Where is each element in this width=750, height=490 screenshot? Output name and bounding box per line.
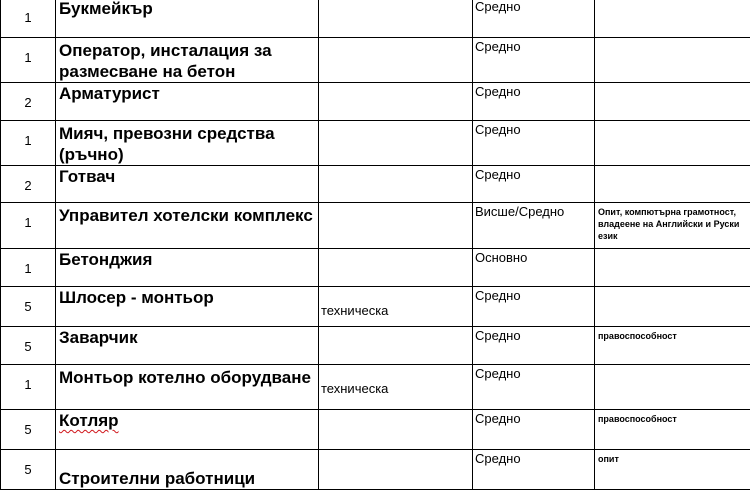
qualification-cell bbox=[319, 166, 473, 203]
table-row bbox=[1, 0, 750, 38]
qualification-cell bbox=[319, 83, 473, 121]
position-title: Оператор, инсталация за размесване на бетон bbox=[56, 38, 318, 82]
education-cell: Средно bbox=[473, 166, 595, 203]
notes-cell: правоспособност bbox=[595, 410, 750, 450]
position-title-cell bbox=[56, 83, 319, 121]
position-title-cell bbox=[56, 287, 319, 327]
position-title: Строителни работници bbox=[56, 468, 318, 489]
position-title-cell bbox=[56, 203, 319, 249]
position-title: Бетонджия bbox=[56, 249, 152, 271]
education-cell: Средно bbox=[473, 38, 595, 83]
table-row bbox=[1, 121, 750, 166]
education-cell: Висше/Средно bbox=[473, 203, 595, 249]
position-title-cell bbox=[56, 0, 319, 38]
count-cell: 2 bbox=[1, 83, 56, 121]
position-title-cell bbox=[56, 327, 319, 365]
qualification-cell bbox=[319, 0, 473, 38]
count-cell: 5 bbox=[1, 450, 56, 490]
count-cell: 2 bbox=[1, 166, 56, 203]
position-title: Котляр bbox=[56, 410, 119, 432]
position-title-cell bbox=[56, 410, 319, 450]
notes-cell: Опит, компютърна грамотност, владеене на Английски и Руски език bbox=[595, 203, 750, 249]
education-cell: Средно bbox=[473, 0, 595, 38]
table-row bbox=[1, 410, 750, 450]
position-title: Заварчик bbox=[56, 327, 138, 349]
table-row bbox=[1, 287, 750, 327]
position-title: Готвач bbox=[56, 166, 115, 188]
notes-cell bbox=[595, 166, 750, 203]
qualification-cell bbox=[319, 249, 473, 287]
position-title: Монтьор котелно оборудване bbox=[56, 365, 318, 388]
education-cell: Средно bbox=[473, 450, 595, 490]
count-cell: 1 bbox=[1, 0, 56, 38]
count-cell: 5 bbox=[1, 410, 56, 450]
table-row bbox=[1, 365, 750, 410]
notes-cell bbox=[595, 365, 750, 410]
position-title-cell bbox=[56, 166, 319, 203]
education-cell: Средно bbox=[473, 410, 595, 450]
qualification-cell bbox=[319, 38, 473, 83]
table-row bbox=[1, 203, 750, 249]
count-cell: 1 bbox=[1, 38, 56, 83]
qualification-cell bbox=[319, 410, 473, 450]
position-title: Арматурист bbox=[56, 83, 160, 105]
education-cell: Средно bbox=[473, 287, 595, 327]
qualification-cell: техническа bbox=[319, 287, 473, 327]
education-cell: Средно bbox=[473, 83, 595, 121]
position-title: Мияч, превозни средства (ръчно) bbox=[56, 121, 318, 165]
notes-cell bbox=[595, 38, 750, 83]
position-title-cell bbox=[56, 450, 319, 490]
position-title: Шлосер - монтьор bbox=[56, 287, 214, 309]
count-cell: 1 bbox=[1, 203, 56, 249]
count-cell: 5 bbox=[1, 327, 56, 365]
position-title: Управител хотелски комплекс bbox=[56, 203, 318, 226]
qualification-cell bbox=[319, 327, 473, 365]
education-cell: Средно bbox=[473, 121, 595, 166]
count-cell: 1 bbox=[1, 365, 56, 410]
count-cell: 1 bbox=[1, 121, 56, 166]
table-row bbox=[1, 83, 750, 121]
qualification-cell bbox=[319, 121, 473, 166]
table-row bbox=[1, 166, 750, 203]
education-cell: Основно bbox=[473, 249, 595, 287]
count-cell: 1 bbox=[1, 249, 56, 287]
education-cell: Средно bbox=[473, 327, 595, 365]
notes-cell bbox=[595, 83, 750, 121]
notes-cell bbox=[595, 287, 750, 327]
notes-cell bbox=[595, 121, 750, 166]
table-row bbox=[1, 327, 750, 365]
table-row bbox=[1, 38, 750, 83]
qualification-cell bbox=[319, 450, 473, 490]
table-row bbox=[1, 249, 750, 287]
notes-cell: правоспособност bbox=[595, 327, 750, 365]
position-title-cell bbox=[56, 38, 319, 83]
education-cell: Средно bbox=[473, 365, 595, 410]
position-title-cell bbox=[56, 121, 319, 166]
position-title-cell bbox=[56, 249, 319, 287]
count-cell: 5 bbox=[1, 287, 56, 327]
notes-cell: опит bbox=[595, 450, 750, 490]
qualification-cell: техническа bbox=[319, 365, 473, 410]
notes-cell bbox=[595, 0, 750, 38]
notes-cell bbox=[595, 249, 750, 287]
qualification-cell bbox=[319, 203, 473, 249]
position-title-cell bbox=[56, 365, 319, 410]
table-row bbox=[1, 450, 750, 490]
position-title: Букмейкър bbox=[56, 0, 153, 20]
